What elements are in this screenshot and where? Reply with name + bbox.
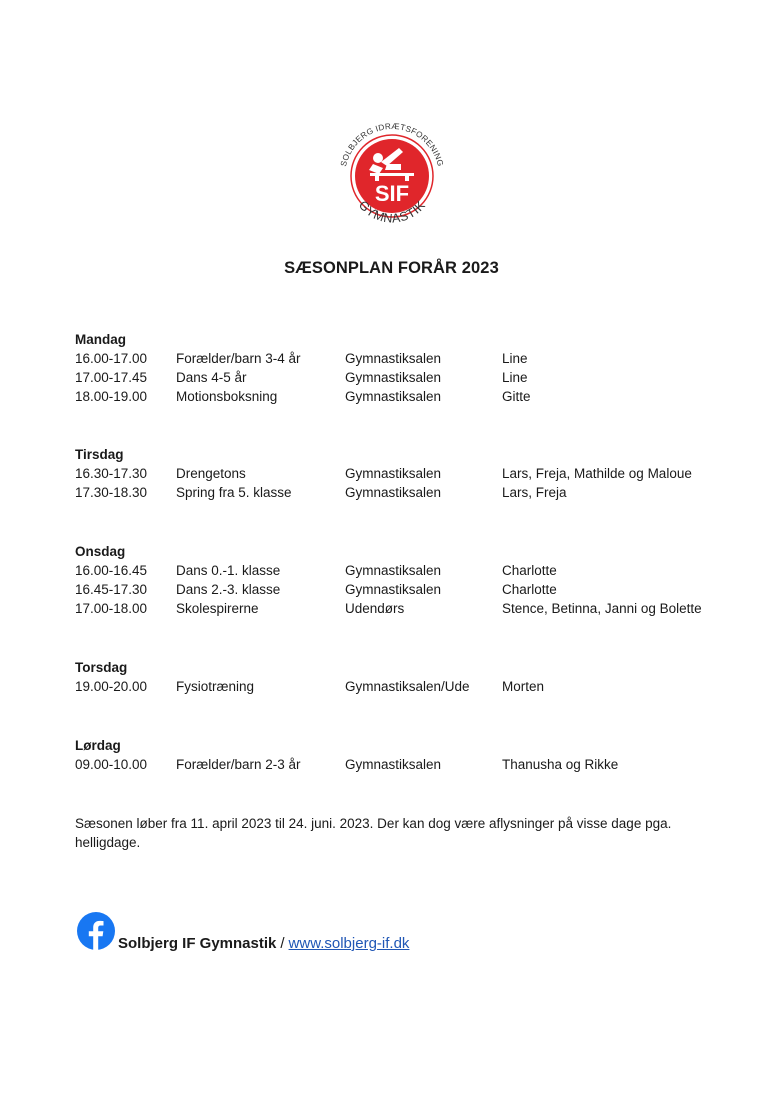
activity-cell: Spring fra 5. klasse	[176, 485, 292, 500]
leader-cell: Line	[502, 351, 528, 366]
time-cell: 16.30-17.30	[75, 466, 148, 481]
day-heading: Lørdag	[75, 738, 121, 753]
activity-cell: Dans 4-5 år	[176, 370, 247, 385]
location-cell: Gymnastiksalen	[345, 351, 442, 366]
activity-cell: Fysiotræning	[176, 679, 255, 694]
leader-cell: Thanusha og Rikke	[502, 757, 619, 772]
leader-cell: Charlotte	[502, 582, 557, 597]
location-cell: Gymnastiksalen	[345, 563, 442, 578]
club-logo	[333, 118, 451, 244]
logo-bottom-text: GYMNASTIK	[355, 198, 429, 226]
activity-cell: Forælder/barn 3-4 år	[176, 351, 301, 366]
schedule-row	[0, 370, 783, 388]
footer-separator: /	[280, 935, 285, 952]
day-heading: Torsdag	[75, 660, 128, 675]
activity-cell: Skolespirerne	[176, 601, 259, 616]
schedule-row	[0, 466, 783, 484]
time-cell: 17.00-18.00	[75, 601, 148, 616]
leader-cell: Lars, Freja, Mathilde og Maloue	[502, 466, 692, 481]
location-cell: Gymnastiksalen	[345, 389, 442, 404]
schedule-row	[0, 389, 783, 407]
schedule-row	[0, 351, 783, 369]
leader-cell: Gitte	[502, 389, 531, 404]
activity-cell: Motionsboksning	[176, 389, 278, 404]
leader-cell: Charlotte	[502, 563, 557, 578]
time-cell: 16.45-17.30	[75, 582, 148, 597]
leader-cell: Line	[502, 370, 528, 385]
time-cell: 19.00-20.00	[75, 679, 148, 694]
location-cell: Gymnastiksalen	[345, 466, 442, 481]
activity-cell: Drengetons	[176, 466, 246, 481]
schedule-row	[0, 563, 783, 581]
location-cell: Gymnastiksalen/Ude	[345, 679, 470, 694]
season-note: Sæsonen løber fra 11. april 2023 til 24. juni. 2023. Der kan dog være aflysninger på visse dage pga. helligdage.	[75, 816, 672, 850]
location-cell: Gymnastiksalen	[345, 582, 442, 597]
footer-text	[118, 935, 409, 952]
time-cell: 09.00-10.00	[75, 757, 148, 772]
logo-initials: SIF	[374, 181, 410, 206]
logo-arc-text: SOLBJERG IDRÆTSFORENING	[339, 121, 445, 168]
location-cell: Gymnastiksalen	[345, 485, 442, 500]
leader-cell: Lars, Freja	[502, 485, 567, 500]
schedule-row	[0, 485, 783, 503]
footer-org-name: Solbjerg IF Gymnastik	[118, 935, 277, 952]
schedule-row	[0, 582, 783, 600]
leader-cell: Morten	[502, 679, 545, 694]
time-cell: 17.00-17.45	[75, 370, 148, 385]
time-cell: 18.00-19.00	[75, 389, 148, 404]
schedule-row	[0, 601, 783, 619]
time-cell: 16.00-16.45	[75, 563, 148, 578]
page-title: SÆSONPLAN FORÅR 2023	[284, 259, 499, 277]
website-link[interactable]: www.solbjerg-if.dk	[288, 935, 410, 952]
location-cell: Udendørs	[345, 601, 405, 616]
day-heading: Mandag	[75, 332, 127, 347]
day-heading: Onsdag	[75, 544, 126, 559]
time-cell: 17.30-18.30	[75, 485, 148, 500]
day-heading: Tirsdag	[75, 447, 124, 462]
facebook-icon[interactable]	[77, 912, 115, 950]
footer	[77, 912, 577, 956]
location-cell: Gymnastiksalen	[345, 757, 442, 772]
schedule-row	[0, 679, 783, 697]
schedule-row	[0, 757, 783, 775]
activity-cell: Dans 2.-3. klasse	[176, 582, 281, 597]
activity-cell: Dans 0.-1. klasse	[176, 563, 281, 578]
location-cell: Gymnastiksalen	[345, 370, 442, 385]
time-cell: 16.00-17.00	[75, 351, 148, 366]
leader-cell: Stence, Betinna, Janni og Bolette	[502, 601, 702, 616]
activity-cell: Forælder/barn 2-3 år	[176, 757, 301, 772]
